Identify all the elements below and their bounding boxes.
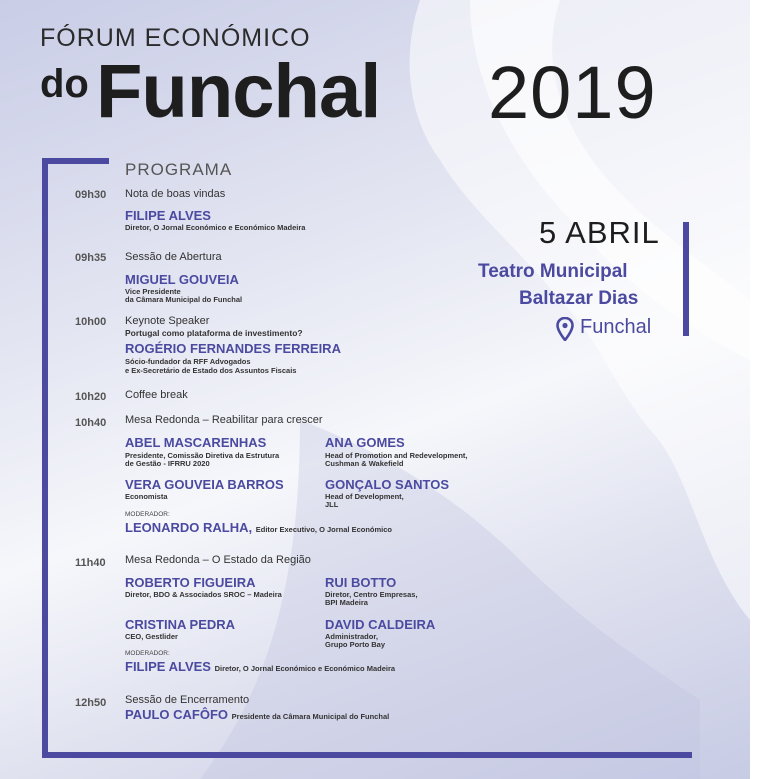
session-label: Coffee break	[125, 389, 188, 401]
speaker-name: ROGÉRIO FERNANDES FERREIRA	[125, 341, 341, 356]
speaker-role: Presidente da Câmara Municipal do Funchal	[231, 712, 390, 721]
speaker-role: CEO, Gestlider	[125, 632, 178, 641]
session-label: Mesa Redonda – O Estado da Região	[125, 554, 311, 566]
speaker-name: FILIPE ALVES	[125, 208, 211, 223]
time-label: 12h50	[75, 697, 107, 709]
right-margin	[750, 0, 784, 779]
speaker-name: MIGUEL GOUVEIA	[125, 272, 239, 287]
frame-bottom-bar	[42, 752, 692, 758]
event-city: Funchal	[580, 316, 652, 338]
speaker-role: Sócio-fundador da RFF Advogados	[125, 357, 251, 366]
speaker-role: Presidente, Comissão Diretiva da Estrutura	[125, 451, 280, 460]
speaker-name: ROBERTO FIGUEIRA	[125, 575, 256, 590]
speaker-role: Cushman & Wakefield	[325, 459, 404, 468]
closing-speaker	[125, 707, 389, 722]
frame-top-bar	[42, 158, 109, 164]
frame-left-bar	[42, 158, 48, 758]
session-label: Nota de boas vindas	[125, 188, 226, 200]
venue-line-2: Baltazar Dias	[519, 288, 639, 309]
speaker-name: PAULO CAFÔFO	[125, 707, 229, 722]
speaker-role: Economista	[125, 492, 168, 501]
time-label: 09h30	[75, 189, 107, 201]
time-label: 10h40	[75, 417, 107, 429]
moderator-role: Diretor, O Jornal Económico e Económico Madeira	[214, 664, 396, 673]
speaker-role: Head of Development,	[325, 492, 404, 501]
speaker-role: e Ex-Secretário de Estado dos Assuntos Fiscais	[125, 366, 297, 375]
speaker-name: DAVID CALDEIRA	[325, 617, 436, 632]
speaker-role: JLL	[325, 500, 339, 509]
speaker-role: Grupo Porto Bay	[325, 640, 386, 649]
session-label: Keynote Speaker	[125, 315, 210, 327]
speaker-role: Head of Promotion and Redevelopment,	[325, 451, 468, 460]
time-label: 11h40	[75, 557, 106, 569]
time-label: 10h00	[75, 316, 107, 328]
moderator-name: LEONARDO RALHA,	[125, 520, 253, 535]
speaker-name: RUI BOTTO	[325, 575, 397, 590]
location-pin-icon	[556, 317, 574, 341]
moderator-entry	[125, 520, 392, 535]
moderator-entry	[125, 659, 395, 674]
speaker-name: ABEL MASCARENHAS	[125, 435, 267, 450]
session-label: Sessão de Encerramento	[125, 694, 250, 706]
title-city: Funchal	[96, 49, 381, 134]
speaker-role: BPI Madeira	[325, 598, 368, 607]
forum-title: FÓRUM ECONÓMICO	[40, 24, 311, 52]
moderator-label: MODERADOR:	[125, 650, 170, 657]
programa-heading: PROGRAMA	[125, 160, 233, 179]
moderator-role: Editor Executivo, O Jornal Económico	[255, 525, 393, 534]
speaker-name: CRISTINA PEDRA	[125, 617, 236, 632]
speaker-role: Vice Presidente	[125, 287, 181, 296]
time-label: 09h35	[75, 252, 107, 264]
session-label: Sessão de Abertura	[125, 251, 222, 263]
event-date: 5 ABRIL	[539, 215, 660, 250]
time-label: 10h20	[75, 391, 107, 403]
session-label: Mesa Redonda – Reabilitar para crescer	[125, 414, 323, 426]
speaker-name: GONÇALO SANTOS	[325, 477, 449, 492]
venue-line-1: Teatro Municipal	[478, 261, 628, 282]
speaker-role: de Gestão - IFRRU 2020	[125, 459, 210, 468]
speaker-role: da Câmara Municipal do Funchal	[125, 295, 243, 304]
speaker-name: VERA GOUVEIA BARROS	[125, 477, 284, 492]
session-subtitle: Portugal como plataforma de investimento?	[125, 328, 303, 338]
speaker-name: ANA GOMES	[325, 435, 405, 450]
speaker-role: Diretor, O Jornal Económico e Económico Madeira	[125, 223, 306, 232]
title-year: 2019	[488, 51, 657, 134]
moderator-name: FILIPE ALVES	[125, 659, 211, 674]
title-prefix: do	[40, 62, 89, 106]
speaker-role: Diretor, Centro Empresas,	[325, 590, 418, 599]
speaker-role: Diretor, BDO & Associados SROC – Madeira	[125, 590, 282, 599]
moderator-label: MODERADOR:	[125, 511, 170, 518]
venue-accent-bar	[683, 222, 689, 336]
speaker-role: Administrador,	[325, 632, 378, 641]
